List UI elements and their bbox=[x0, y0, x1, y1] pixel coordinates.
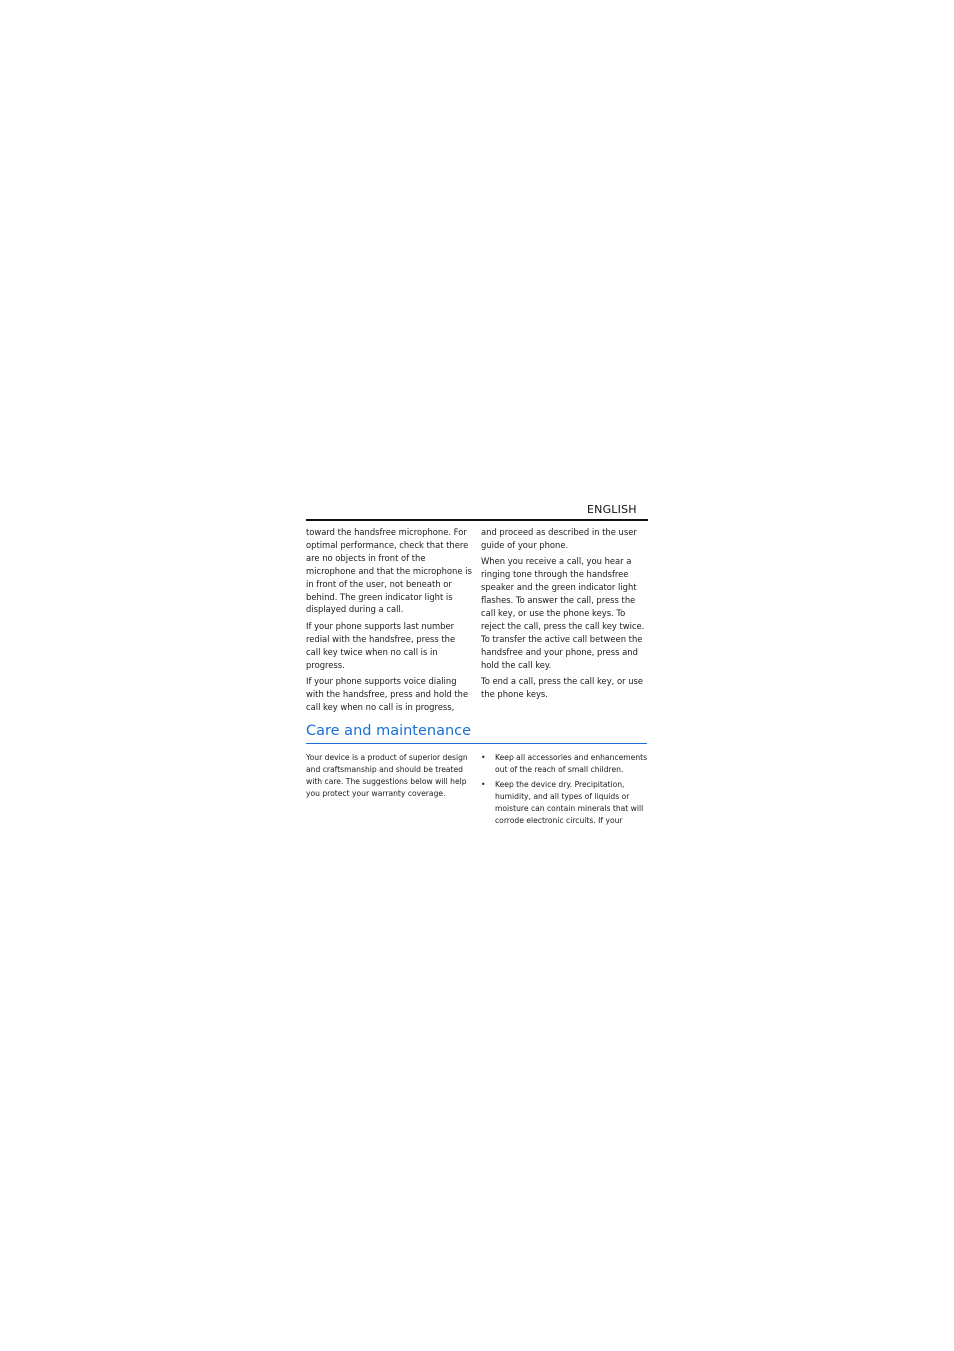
list-item bbox=[481, 752, 649, 776]
header-rule bbox=[306, 519, 648, 521]
paragraph-voice-dialing: If your phone supports voice dialing with the handsfree, press and hold the call key when no call is in progress, bbox=[306, 675, 469, 712]
language-label: ENGLISH bbox=[587, 503, 637, 516]
care-bullets bbox=[481, 752, 649, 830]
paragraph-redial: If your phone supports last number redial with the handsfree, press the call key twice when no call is in progress. bbox=[306, 620, 456, 670]
left-column-top bbox=[306, 526, 472, 717]
paragraph-proceed: and proceed as described in the user guide of your phone. bbox=[481, 527, 637, 550]
bullet-list bbox=[481, 752, 649, 827]
list-item bbox=[481, 779, 649, 827]
paragraph-receive-call: When you receive a call, you hear a ringing tone through the handsfree speaker and the green indicator light flashes. To answer the call, press the call key, or use the phone keys. To reject the call, press the call key twice. To transfer the active call between the handsfree and your phone, press and hold the call key. bbox=[481, 556, 645, 670]
care-intro bbox=[306, 752, 474, 800]
care-intro-text: Your device is a product of superior design and craftsmanship and should be treated with care. The suggestions below will help you protect your warranty coverage. bbox=[306, 753, 468, 798]
bullet-text: Keep the device dry. Precipitation, humidity, and all types of liquids or moisture can contain minerals that will corrode electronic circuits. If your bbox=[495, 780, 644, 825]
bullet-icon: • bbox=[481, 780, 486, 789]
bullet-text: Keep all accessories and enhancements out of the reach of small children. bbox=[495, 753, 648, 774]
bullet-icon: • bbox=[481, 753, 486, 762]
section-rule bbox=[306, 743, 647, 744]
section-title: Care and maintenance bbox=[306, 723, 472, 739]
paragraph-end-call: To end a call, press the call key, or use the phone keys. bbox=[481, 675, 644, 699]
paragraph-microphone: toward the handsfree microphone. For optimal performance, check that there are no objects in front of the microphone and that the microphone is in front of the user, not beneath or behind. The green indicator light is displayed during a call. bbox=[306, 527, 472, 615]
right-column-top bbox=[481, 526, 647, 704]
